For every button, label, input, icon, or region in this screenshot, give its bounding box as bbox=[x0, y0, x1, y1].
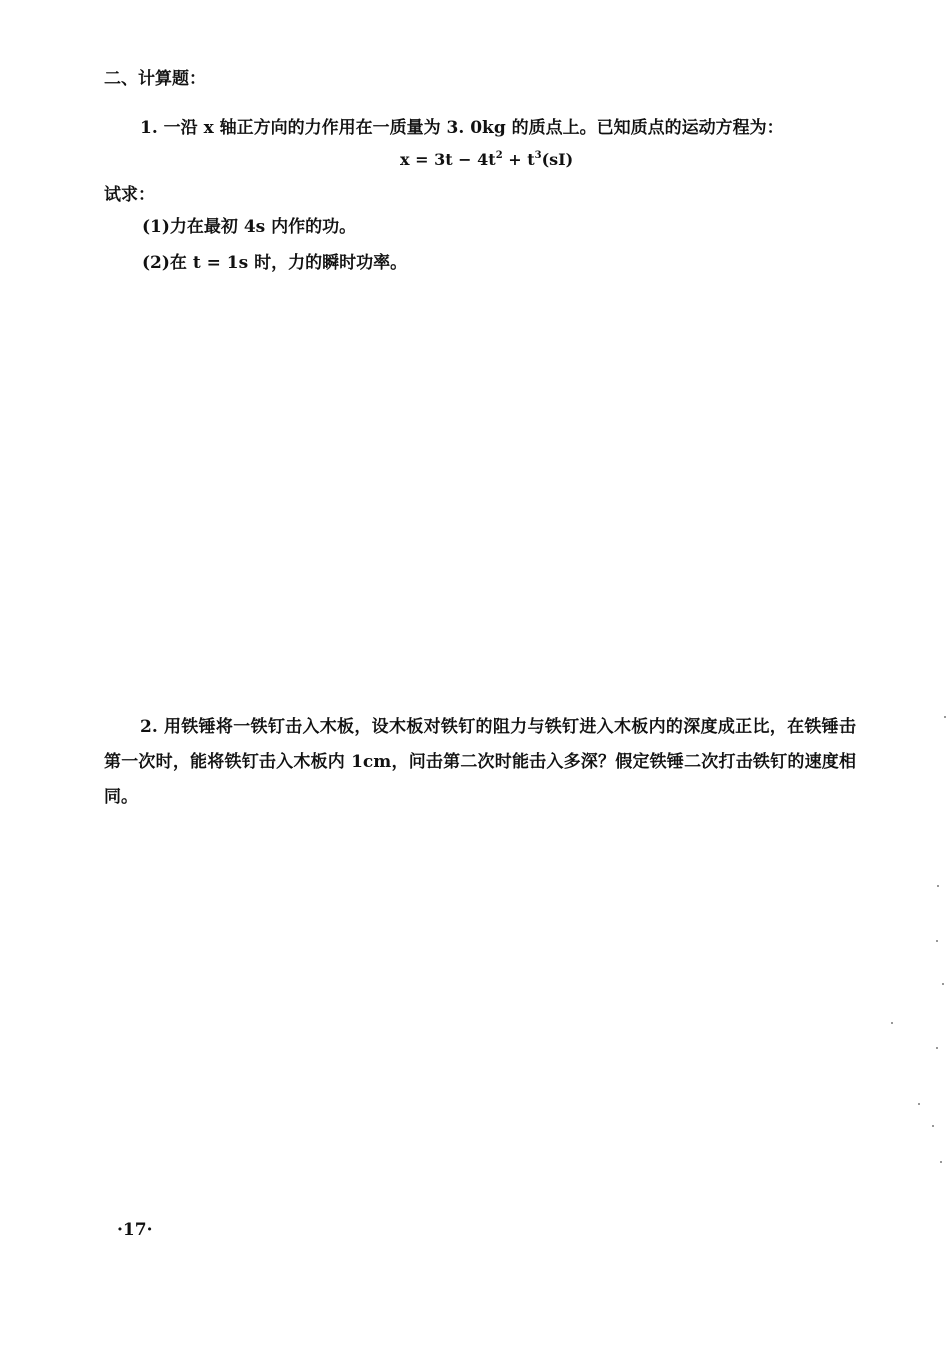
equation-exponent-3: 3 bbox=[534, 149, 542, 161]
scan-speck bbox=[942, 983, 944, 985]
scan-speck bbox=[944, 716, 946, 718]
equation-exponent-2: 2 bbox=[495, 149, 503, 161]
equation-prefix: x = 3t − 4t bbox=[400, 150, 496, 169]
equation-middle: + t bbox=[502, 150, 535, 169]
scan-speck bbox=[918, 1103, 920, 1105]
try-find-label: 试求： bbox=[104, 185, 155, 205]
scan-speck bbox=[932, 1125, 934, 1127]
equation-unit: (sI) bbox=[541, 150, 574, 169]
motion-equation bbox=[400, 149, 573, 171]
question-2-text: 2. 用铁锤将一铁钉击入木板，设木板对铁钉的阻力与铁钉进入木板内的深度成正比，在铁锤击第一次时，能将铁钉击入木板内 1cm，问击第二次时能击入多深？假定铁锤二次打击铁钉的速度相同。 bbox=[104, 717, 856, 807]
scan-speck bbox=[940, 1161, 942, 1163]
scan-speck bbox=[937, 885, 939, 887]
question-1-part-2: (2)在 t = 1s 时，力的瞬时功率。 bbox=[142, 253, 408, 273]
scan-speck bbox=[936, 1047, 938, 1049]
question-1-stem: 1. 一沿 x 轴正方向的力作用在一质量为 3. 0kg 的质点上。已知质点的运动方程为： bbox=[140, 118, 784, 138]
page-number: ·17· bbox=[117, 1220, 153, 1240]
section-title: 二、计算题： bbox=[104, 69, 206, 89]
scan-speck bbox=[936, 940, 938, 942]
question-1-part-1: (1)力在最初 4s 内作的功。 bbox=[142, 217, 357, 237]
scan-speck bbox=[891, 1022, 893, 1024]
